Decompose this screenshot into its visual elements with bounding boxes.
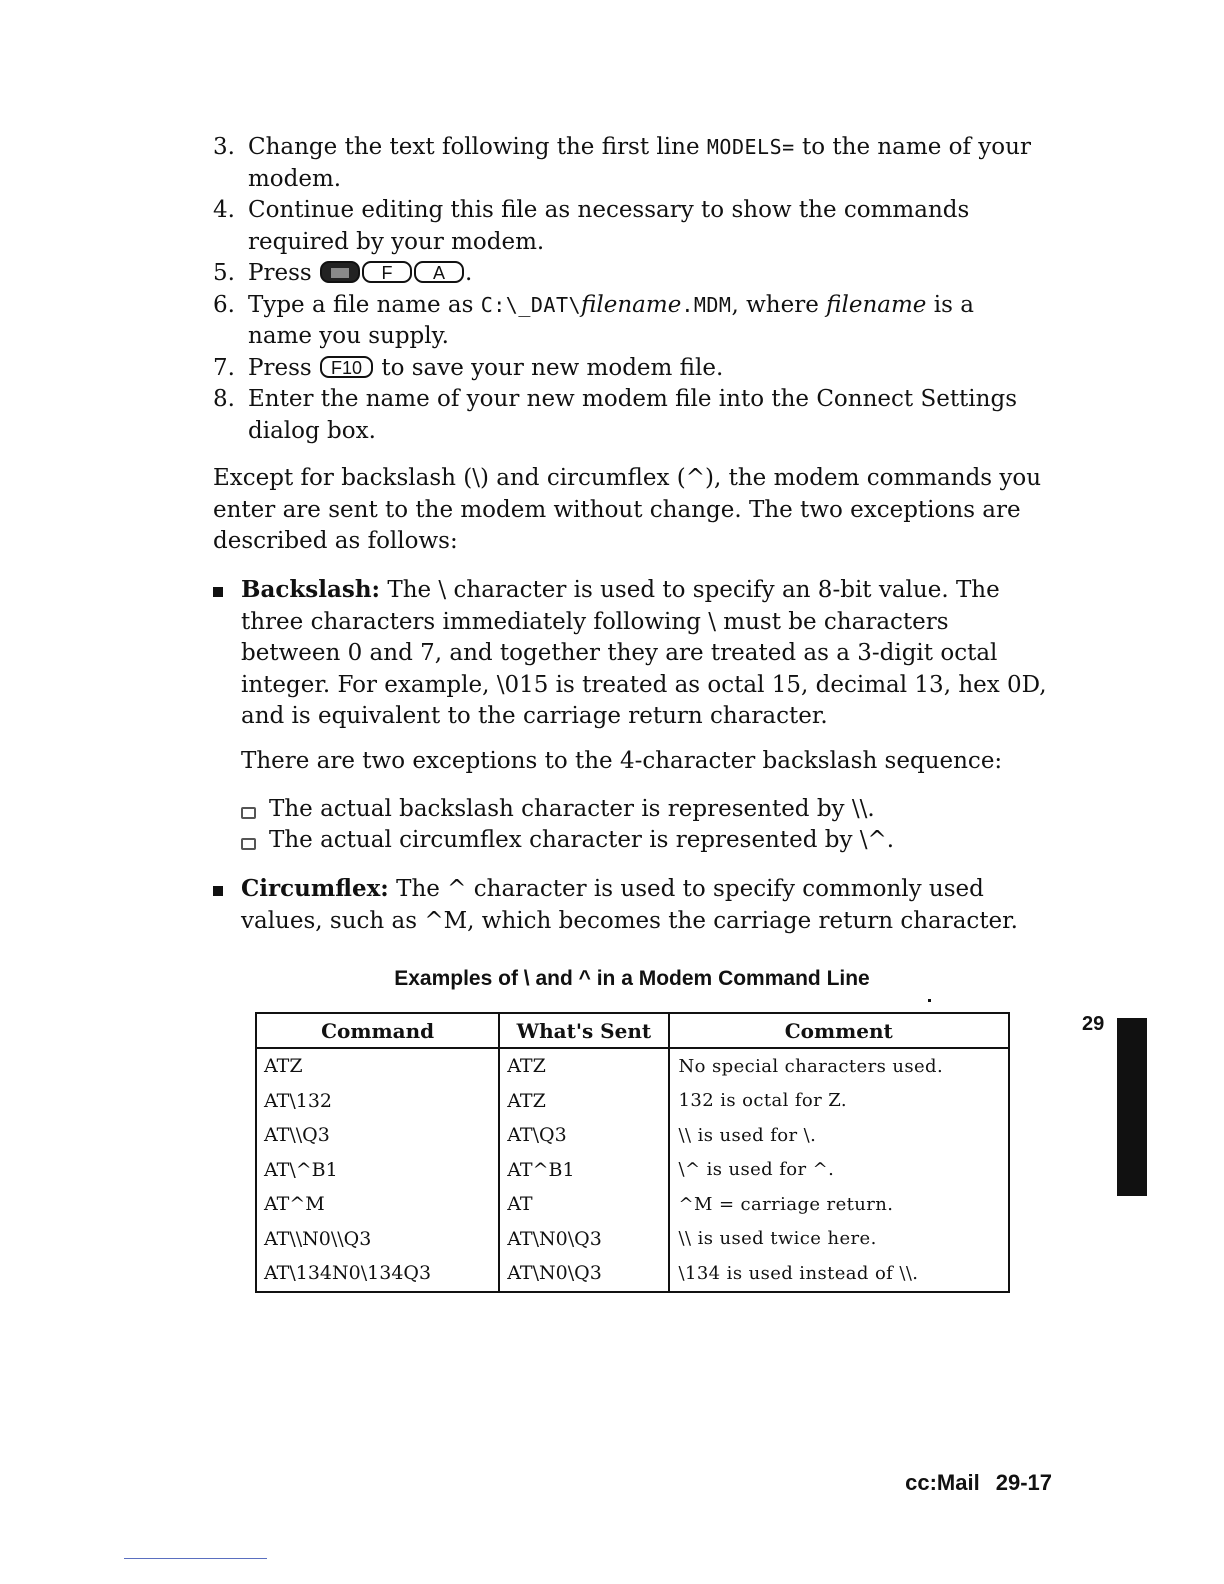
header-command: Command (256, 1013, 499, 1048)
cell-whats-sent: AT\N0\Q3 (499, 1256, 668, 1292)
hollow-box-icon (241, 838, 256, 850)
cell-comment: No special characters used. (678, 1055, 944, 1077)
sub-item (241, 825, 1041, 857)
italic-text: filename (826, 291, 927, 318)
examples-table (255, 1012, 1010, 1293)
bullet-square-icon (213, 886, 223, 896)
step-number: 4. (213, 197, 235, 223)
cell-comment: \^ is used for ^. (678, 1159, 835, 1181)
cell-comment: ^M = carriage return. (678, 1193, 894, 1215)
step-text: Continue editing this file as necessary to show the commands required by your modem. (248, 197, 970, 255)
page-number: 29-17 (995, 1470, 1052, 1495)
step-5 (213, 258, 1043, 290)
table-header-row (256, 1013, 1009, 1048)
step-3 (213, 132, 1043, 195)
table-row (256, 1187, 1009, 1222)
chapter-tab-bar (1117, 1018, 1147, 1196)
cell-whats-sent: ATZ (499, 1048, 668, 1084)
cell-whats-sent: ATZ (499, 1084, 668, 1119)
key-f10: F10 (320, 356, 373, 378)
cell-command: AT\^B1 (256, 1153, 499, 1188)
sub-item-text: The actual circumflex character is represented by \^. (269, 827, 895, 853)
cell-whats-sent: AT (499, 1187, 668, 1222)
code-text: C:\_DAT\ (480, 292, 582, 317)
table-row (256, 1256, 1009, 1292)
cell-whats-sent: AT\Q3 (499, 1118, 668, 1153)
hollow-box-icon (241, 807, 256, 819)
step-text: Press (248, 354, 319, 381)
cell-command: AT^M (256, 1187, 499, 1222)
step-text: , where (731, 291, 827, 318)
sub-item (241, 794, 1041, 826)
page-footer (905, 1470, 1052, 1496)
bullet-backslash (213, 574, 1053, 733)
step-number: 5. (213, 260, 235, 286)
code-text: .MDM (681, 292, 732, 317)
cell-whats-sent: AT\N0\Q3 (499, 1222, 668, 1257)
chapter-tab-label: 29 (1082, 1013, 1105, 1035)
step-text: Enter the name of your new modem file into the Connect Settings dialog box. (248, 386, 1017, 444)
header-whats-sent: What's Sent (499, 1013, 668, 1048)
cell-whats-sent: AT^B1 (499, 1153, 668, 1188)
step-number: 8. (213, 386, 235, 412)
step-text: is a name you supply. (248, 291, 974, 349)
sub-intro-paragraph: There are two exceptions to the 4-character backslash sequence: (241, 748, 1003, 774)
step-4 (213, 195, 1043, 258)
table-caption: Examples of \ and ^ in a Modem Command Line (394, 967, 870, 990)
table-row (256, 1118, 1009, 1153)
bullet-term: Circumflex: (241, 875, 389, 902)
italic-text: filename (581, 291, 682, 318)
stray-dot (928, 999, 931, 1002)
bottom-rule (124, 1558, 267, 1559)
step-number: 6. (213, 291, 235, 318)
intro-paragraph: Except for backslash (\) and circumflex (^), the modem commands you enter are sent to the modem without change. The two exceptions are described as follows: (213, 465, 1042, 554)
step-text: to save your new modem file. (374, 354, 724, 381)
table-row (256, 1048, 1009, 1084)
step-text: Change the text following the first line (248, 134, 707, 160)
step-text: . (465, 260, 473, 286)
step-text: Type a file name as (248, 291, 481, 318)
cell-command: ATZ (256, 1048, 499, 1084)
step-6 (213, 290, 1043, 353)
cell-comment: \\ is used twice here. (678, 1228, 877, 1250)
bullet-term: Backslash: (241, 576, 381, 603)
step-text: Press (248, 260, 319, 286)
cell-command: AT\134N0\134Q3 (256, 1256, 499, 1292)
procedure-steps (213, 132, 1043, 447)
table-row (256, 1084, 1009, 1119)
header-comment: Comment (669, 1013, 1009, 1048)
bullet-square-icon (213, 587, 223, 597)
key-f: F (362, 261, 412, 283)
code-text: MODELS= (706, 135, 795, 159)
cell-command: AT\\Q3 (256, 1118, 499, 1153)
step-text: to the name of your modem. (248, 134, 1031, 192)
cell-command: AT\132 (256, 1084, 499, 1119)
bullet-text: The \ character is used to specify an 8-bit value. The three characters immediately following \ must be characters between 0 and 7, and together they are treated as a 3-digit octal integer. For example, \015 is treated as octal 15, decimal 13, hex 0D, and is equivalent to the carriage return character. (241, 577, 1047, 729)
bullet-text: The ^ character is used to specify commonly used values, such as ^M, which becomes the carriage return character. (241, 876, 1018, 934)
menu-key-icon (320, 261, 360, 283)
step-number: 7. (213, 354, 235, 381)
table-row (256, 1153, 1009, 1188)
key-a: A (414, 261, 464, 283)
cell-comment: \\ is used for \. (678, 1124, 817, 1146)
step-8 (213, 384, 1043, 447)
cell-command: AT\\N0\\Q3 (256, 1222, 499, 1257)
bullet-circumflex (213, 873, 1053, 937)
table-row (256, 1222, 1009, 1257)
step-number: 3. (213, 134, 235, 160)
sub-item-text: The actual backslash character is represented by \\. (269, 796, 875, 822)
footer-product: cc:Mail (905, 1470, 980, 1495)
cell-comment: 132 is octal for Z. (678, 1090, 848, 1112)
step-7 (213, 353, 1043, 385)
cell-comment: \134 is used instead of \\. (678, 1262, 919, 1284)
